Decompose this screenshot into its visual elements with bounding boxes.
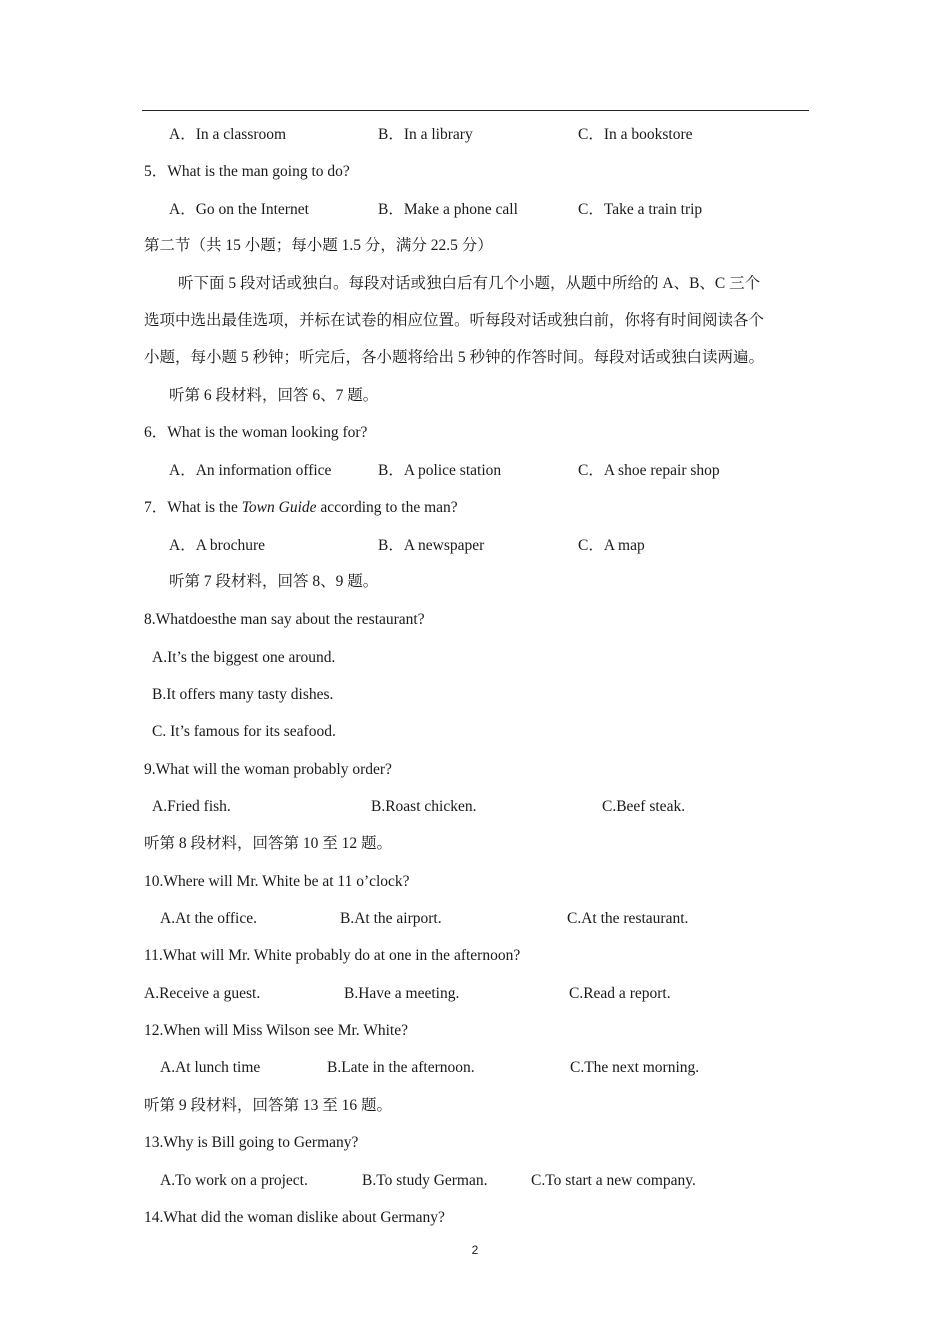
- q8-option-a: A.It’s the biggest one around.: [152, 649, 336, 666]
- q5-option-b: B．Make a phone call: [378, 201, 518, 218]
- q10-stem: 10.Where will Mr. White be at 11 o’clock?: [144, 873, 410, 890]
- q14-stem: 14.What did the woman dislike about Germany?: [144, 1209, 445, 1226]
- section2-instruction-line1: 听下面 5 段对话或独白。每段对话或独白后有几个小题，从题中所给的 A、B、C 三个: [178, 275, 761, 292]
- q11-stem: 11.What will Mr. White probably do at one in the afternoon?: [144, 947, 521, 964]
- q4-option-b: B．In a library: [378, 126, 473, 143]
- q11-option-c: C.Read a report.: [569, 985, 671, 1002]
- q12-option-a: A.At lunch time: [160, 1059, 261, 1076]
- q6-option-a: A．An information office: [169, 462, 332, 479]
- q9-stem: 9.What will the woman probably order?: [144, 761, 392, 778]
- q11-option-b: B.Have a meeting.: [344, 985, 460, 1002]
- page-number: 2: [471, 1243, 479, 1257]
- q10-option-b: B.At the airport.: [340, 910, 442, 927]
- q7-stem: 7．What is the Town Guide according to the man?: [144, 499, 458, 516]
- q8-option-c: C. It’s famous for its seafood.: [152, 723, 336, 740]
- passage7-heading: 听第 7 段材料，回答 8、9 题。: [169, 573, 379, 590]
- q9-option-a: A.Fried fish.: [152, 798, 231, 815]
- q7-option-c: C．A map: [578, 537, 645, 554]
- passage9-heading: 听第 9 段材料，回答第 13 至 16 题。: [144, 1097, 393, 1114]
- q10-option-c: C.At the restaurant.: [567, 910, 689, 927]
- q5-option-a: A．Go on the Internet: [169, 201, 309, 218]
- q4-option-c: C．In a bookstore: [578, 126, 693, 143]
- q12-option-b: B.Late in the afternoon.: [327, 1059, 475, 1076]
- q12-stem: 12.When will Miss Wilson see Mr. White?: [144, 1022, 408, 1039]
- header-rule: [142, 110, 809, 111]
- q11-option-a: A.Receive a guest.: [144, 985, 261, 1002]
- q7-option-a: A．A brochure: [169, 537, 265, 554]
- q8-stem: 8.Whatdoesthe man say about the restaurant?: [144, 611, 425, 628]
- q5-stem: 5．What is the man going to do?: [144, 163, 350, 180]
- q13-option-a: A.To work on a project.: [160, 1172, 308, 1189]
- q12-option-c: C.The next morning.: [570, 1059, 700, 1076]
- section2-instruction-line2: 选项中选出最佳选项，并标在试卷的相应位置。听每段对话或独白前，你将有时间阅读各个: [144, 312, 765, 329]
- section2-title: 第二节（共 15 小题；每小题 1.5 分，满分 22.5 分）: [144, 237, 493, 254]
- q13-stem: 13.Why is Bill going to Germany?: [144, 1134, 359, 1151]
- section2-instruction-line3: 小题，每小题 5 秒钟；听完后，各小题将给出 5 秒钟的作答时间。每段对话或独白读两遍。: [144, 349, 765, 366]
- passage8-heading: 听第 8 段材料，回答第 10 至 12 题。: [144, 835, 393, 852]
- q7-italic-title: Town Guide: [241, 499, 317, 516]
- q9-option-c: C.Beef steak.: [602, 798, 686, 815]
- q13-option-b: B.To study German.: [362, 1172, 488, 1189]
- q8-option-b: B.It offers many tasty dishes.: [152, 686, 334, 703]
- q6-option-b: B．A police station: [378, 462, 502, 479]
- q13-option-c: C.To start a new company.: [531, 1172, 696, 1189]
- q6-option-c: C．A shoe repair shop: [578, 462, 720, 479]
- q10-option-a: A.At the office.: [160, 910, 257, 927]
- passage6-heading: 听第 6 段材料，回答 6、7 题。: [169, 387, 379, 404]
- q4-option-a: A．In a classroom: [169, 126, 287, 143]
- q5-option-c: C．Take a train trip: [578, 201, 703, 218]
- q9-option-b: B.Roast chicken.: [371, 798, 477, 815]
- q6-stem: 6．What is the woman looking for?: [144, 424, 368, 441]
- q7-option-b: B．A newspaper: [378, 537, 485, 554]
